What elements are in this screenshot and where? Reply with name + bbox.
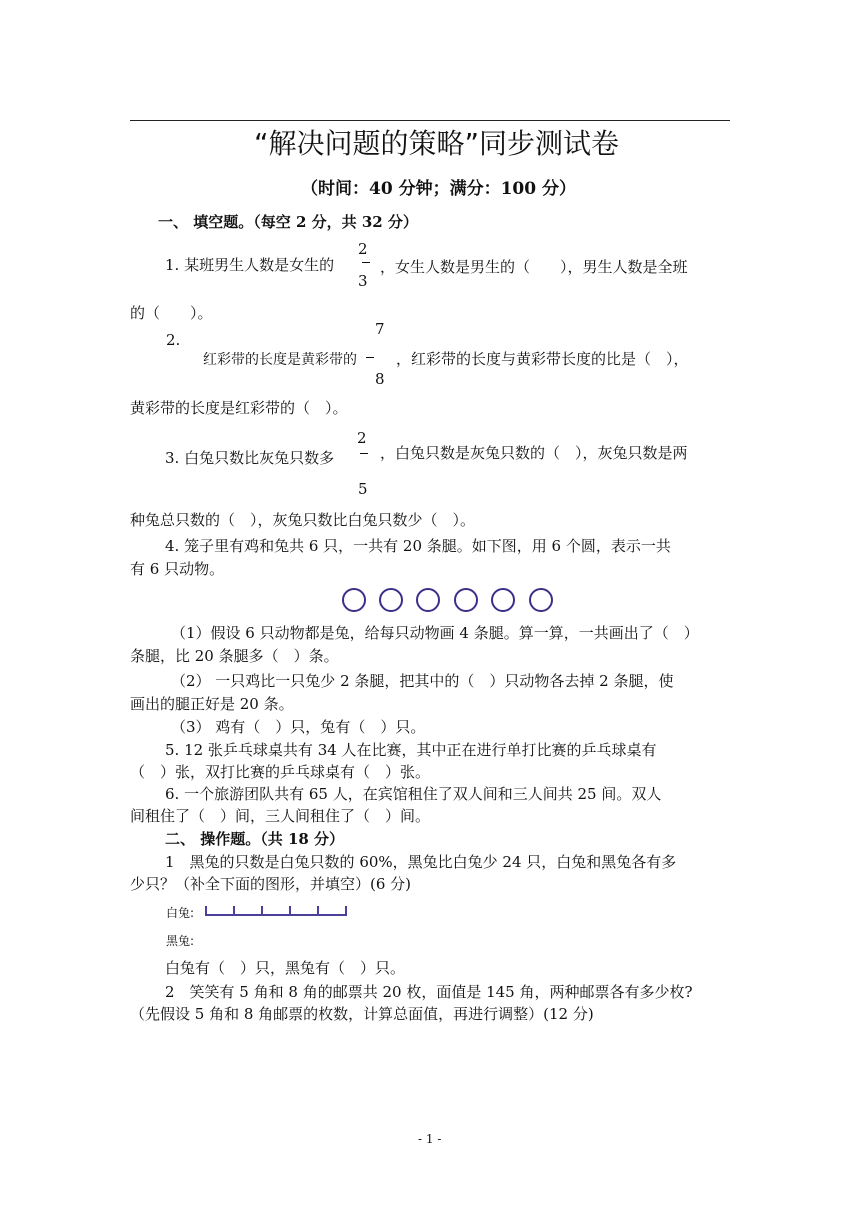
animal-circle	[529, 588, 553, 612]
s2-q1-answer: 白兔有（ ）只，黑兔有（ ）只。	[165, 959, 406, 977]
s2-q1-text-line2: 少只？（补全下面的图形，并填空）(6 分)	[130, 875, 412, 893]
page-number: - 1 -	[418, 1132, 442, 1146]
q6-text-line2: 间租住了（ ）间，三人间租住了（ ）间。	[130, 807, 431, 825]
q1-fraction-bar	[362, 262, 370, 263]
q1-fraction-numerator: 2	[358, 240, 368, 258]
q3-text-rest: ，白兔只数是灰兔只数的（ ），灰兔只数是两	[380, 444, 688, 462]
q4-text: 4. 笼子里有鸡和兔共 6 只，一共有 20 条腿。如下图，用 6 个圆，表示一共	[165, 537, 671, 555]
q1-text-rest: ，女生人数是男生的（ ），男生人数是全班	[380, 258, 688, 276]
s2-q2-text: 2 笑笑有 5 角和 8 角的邮票共 20 枚，面值是 145 角，两种邮票各有多少枚?	[165, 983, 693, 1001]
section2-heading: 二、 操作题。（共 18 分）	[165, 830, 345, 848]
q3-fraction-denominator: 5	[358, 480, 368, 498]
q2-fraction-bar	[366, 357, 374, 358]
animal-circle	[342, 588, 366, 612]
page-subtitle: （时间：40 分钟；满分：100 分）	[301, 179, 576, 199]
bar-tick	[289, 906, 291, 914]
q3-fraction-numerator: 2	[357, 429, 367, 447]
q1-text-line2: 的（ ）。	[130, 304, 213, 322]
bar-tick	[261, 906, 263, 914]
q3-text: 3. 白兔只数比灰兔只数多	[165, 449, 335, 467]
q2-text: 红彩带的长度是黄彩带的	[203, 352, 357, 368]
q4-part2-text-line2: 画出的腿正好是 20 条。	[130, 695, 294, 713]
animal-circle	[454, 588, 478, 612]
q2-fraction-denominator: 8	[375, 370, 385, 388]
q3-text-line2: 种兔总只数的（ ），灰兔只数比白兔只数少（ ）。	[130, 511, 476, 529]
header-rule	[130, 120, 730, 121]
q2-fraction-numerator: 7	[375, 320, 385, 338]
q4-text-line2: 有 6 只动物。	[130, 560, 225, 578]
s2-q2-text-line2: （先假设 5 角和 8 角邮票的枚数，计算总面值，再进行调整）(12 分)	[130, 1005, 594, 1023]
bar-tick	[233, 906, 235, 914]
section1-heading: 一、 填空题。（每空 2 分，共 32 分）	[158, 213, 418, 231]
bar-tick	[317, 906, 319, 914]
q1-text: 1. 某班男生人数是女生的	[165, 256, 335, 274]
q5-text-line2: （ ）张，双打比赛的乒乓球桌有（ ）张。	[130, 763, 431, 781]
white-rabbit-bar	[205, 906, 347, 916]
s2-q1-text: 1 黑兔的只数是白兔只数的 60%，黑兔比白兔少 24 只，白兔和黑兔各有多	[165, 853, 677, 871]
animal-circle	[491, 588, 515, 612]
q4-part1-text-line2: 条腿，比 20 条腿多（ ）条。	[130, 647, 339, 665]
q5-text: 5. 12 张乒乓球桌共有 34 人在比赛，其中正在进行单打比赛的乒乓球桌有	[165, 741, 657, 759]
black-rabbit-label: 黑兔:	[166, 934, 195, 948]
white-rabbit-label: 白兔:	[166, 906, 195, 920]
q2-text-rest: ，红彩带的长度与黄彩带长度的比是（ ），	[396, 350, 689, 368]
page-title: “解决问题的策略”同步测试卷	[254, 127, 620, 160]
animal-circle	[416, 588, 440, 612]
q2-text-line2: 黄彩带的长度是红彩带的（ ）。	[130, 399, 348, 417]
q2-number: 2.	[166, 331, 181, 349]
q4-part1-text: （1）假设 6 只动物都是兔，给每只动物画 4 条腿。算一算，一共画出了（ ）	[171, 624, 699, 642]
q4-part3-text: （3） 鸡有（ ）只，兔有（ ）只。	[171, 718, 426, 736]
q1-fraction-denominator: 3	[358, 272, 368, 290]
animal-circle	[379, 588, 403, 612]
q6-text: 6. 一个旅游团队共有 65 人，在宾馆租住了双人间和三人间共 25 间。双人	[165, 785, 662, 803]
q4-part2-text: （2） 一只鸡比一只兔少 2 条腿，把其中的（ ）只动物各去掉 2 条腿，使	[171, 672, 674, 690]
q3-fraction-bar	[360, 453, 368, 454]
